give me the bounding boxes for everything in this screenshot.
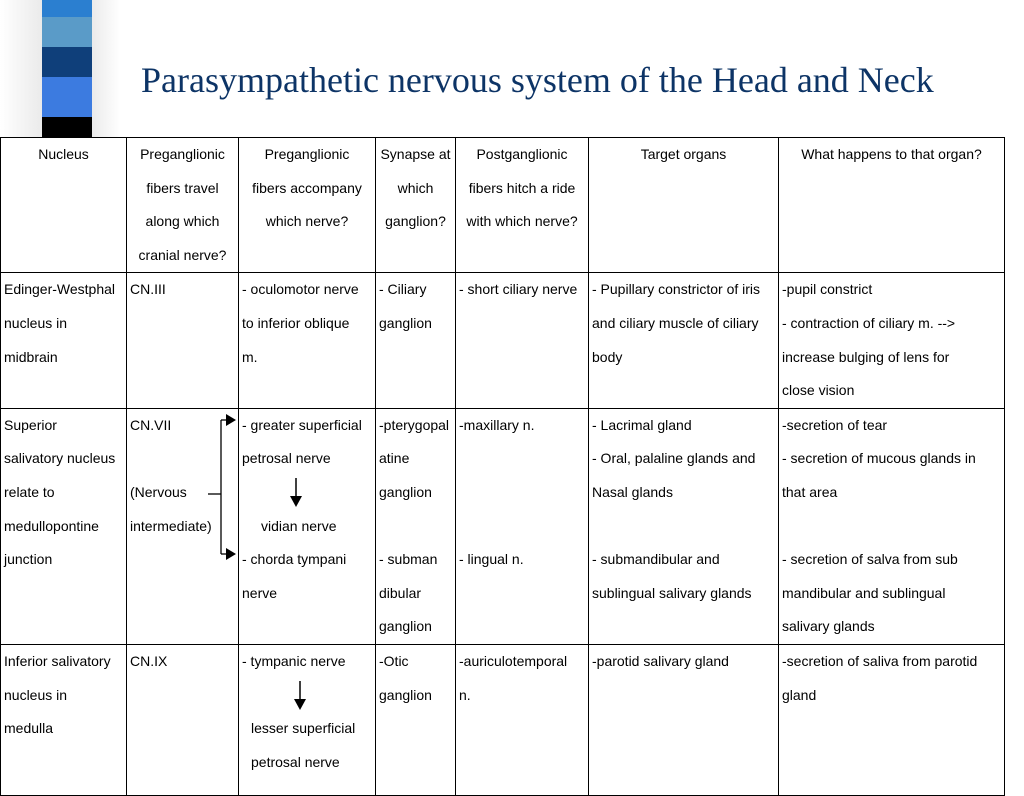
cell-line: atine [379, 450, 410, 467]
cell-line: lesser superficial [251, 720, 356, 737]
cell-postganglionic [456, 644, 589, 795]
cell-line: body [592, 348, 623, 365]
header-line: which [397, 179, 434, 196]
header-line: which nerve? [265, 213, 349, 230]
cell-line: CN.IX [130, 652, 168, 669]
spacer [379, 510, 453, 544]
spacer [459, 442, 586, 476]
cell-line: petrosal nerve [242, 450, 331, 467]
cell-line: nucleus in [4, 314, 68, 331]
header-line: fibers hitch a ride [468, 179, 576, 196]
header-postganglionic [456, 138, 589, 273]
header-accompany-nerve [239, 138, 376, 273]
header-line: cranial nerve? [138, 246, 227, 263]
cell-line: - Lacrimal gland [592, 416, 692, 433]
down-arrow-icon [242, 679, 373, 713]
cell-target-organs [589, 644, 779, 795]
cell-line: Inferior salivatory [4, 652, 111, 669]
header-nucleus [1, 138, 127, 273]
header-synapse [376, 138, 456, 273]
cell-line: n. [459, 686, 471, 703]
header-line: Target organs [640, 146, 727, 162]
cell-line: ganglion [379, 618, 432, 635]
cell-cranial-nerve [127, 273, 239, 408]
cell-line: - secretion of mucous glands in [782, 450, 976, 467]
cell-line: mandibular and sublingual [782, 584, 946, 601]
cell-target-organs [589, 273, 779, 408]
cell-line: increase bulging of lens for [782, 348, 950, 365]
cell-synapse [376, 644, 456, 795]
cell-line: Nasal glands [592, 483, 673, 500]
cell-line: salivatory nucleus [4, 450, 116, 467]
cell-line: - chorda tympani [242, 551, 347, 568]
cell-line: and ciliary muscle of ciliary [592, 314, 759, 331]
cell-cranial-nerve [127, 644, 239, 795]
cell-line: medulla [4, 720, 54, 737]
cell-line: (Nervous [130, 483, 187, 500]
cell-line: CN.III [130, 281, 166, 298]
cell-line: - contraction of ciliary m. --> [782, 314, 956, 331]
cell-line: to inferior oblique [242, 314, 350, 331]
cell-effect [779, 644, 1005, 795]
cell-line: ganglion [379, 686, 432, 703]
cell-line: ganglion [379, 483, 432, 500]
cell-line: -auriculotemporal [459, 652, 568, 669]
header-line: Postganglionic [476, 146, 568, 162]
table-row [1, 273, 1005, 408]
cell-line: - Ciliary [379, 281, 427, 298]
parasympathetic-table [0, 137, 1005, 796]
table-header-row [1, 138, 1005, 273]
cell-line: - tympanic nerve [242, 652, 346, 669]
header-line: fibers travel [146, 179, 219, 196]
table-row [1, 408, 1005, 644]
cell-accompany-nerve [239, 408, 376, 644]
header-line: ganglion? [385, 213, 446, 230]
cell-line: - greater superficial [242, 416, 362, 433]
spacer [459, 510, 586, 544]
cell-postganglionic [456, 273, 589, 408]
cell-line: - Pupillary constrictor of iris [592, 281, 761, 298]
cell-accompany-nerve [239, 273, 376, 408]
spacer [592, 510, 776, 544]
header-line: Preganglionic [140, 146, 225, 162]
slide-decoration [0, 0, 120, 137]
cell-synapse [376, 408, 456, 644]
cell-line: nerve [242, 584, 278, 601]
cell-line: medullopontine [4, 517, 99, 534]
header-line: along which [145, 213, 220, 230]
cell-line: m. [242, 348, 258, 365]
cell-line: Superior [4, 416, 57, 433]
spacer [782, 510, 1002, 544]
cell-line: -secretion of saliva from parotid [782, 652, 978, 669]
cell-line: - submandibular and [592, 551, 720, 568]
cell-line: sublingual salivary glands [592, 584, 752, 601]
cell-line: - oculomotor nerve [242, 281, 359, 298]
cell-line: nucleus in [4, 686, 68, 703]
cell-line: - short ciliary nerve [459, 281, 578, 298]
cell-line: - lingual n. [459, 551, 524, 568]
header-cranial-nerve [127, 138, 239, 273]
cell-synapse [376, 273, 456, 408]
header-line: What happens to that organ? [801, 146, 982, 162]
cell-line: -parotid salivary gland [592, 652, 729, 669]
cell-line: intermediate) [130, 517, 212, 534]
cell-line: petrosal nerve [251, 753, 340, 770]
cell-line: -maxillary n. [459, 416, 535, 433]
cell-line: - secretion of salva from sub [782, 551, 958, 568]
header-line: Preganglionic [264, 146, 350, 162]
cell-line: close vision [782, 382, 855, 399]
cell-nucleus [1, 644, 127, 795]
cell-line: -pterygopal [379, 416, 450, 433]
cell-nucleus [1, 273, 127, 408]
cell-line: midbrain [4, 348, 58, 365]
cell-target-organs [589, 408, 779, 644]
decorative-stripes [0, 0, 120, 137]
header-target-organs [589, 138, 779, 273]
cell-effect [779, 273, 1005, 408]
cell-line: junction [4, 551, 53, 568]
spacer [130, 442, 236, 476]
cell-line: vidian nerve [261, 517, 337, 534]
cell-line: - subman [379, 551, 438, 568]
header-line: fibers accompany [252, 179, 362, 196]
cell-line: -secretion of tear [782, 416, 888, 433]
down-arrow-icon [242, 476, 373, 510]
cell-line: -pupil constrict [782, 281, 873, 298]
cell-line: gland [782, 686, 817, 703]
cell-line: salivary glands [782, 618, 875, 635]
header-line: with which nerve? [466, 213, 578, 230]
header-line: Nucleus [38, 146, 89, 162]
table-row [1, 644, 1005, 795]
cell-cranial-nerve [127, 408, 239, 644]
cell-accompany-nerve [239, 644, 376, 795]
spacer [459, 476, 586, 510]
page-title: Parasympathetic nervous system of the Head and Neck [141, 60, 934, 100]
cell-line: dibular [379, 584, 422, 601]
cell-line: CN.VII [130, 416, 172, 433]
cell-line: relate to [4, 483, 55, 500]
header-line: Synapse at [380, 146, 451, 162]
cell-line: -Otic [379, 652, 409, 669]
cell-nucleus [1, 408, 127, 644]
cell-line: - Oral, palaline glands and [592, 450, 756, 467]
cell-effect [779, 408, 1005, 644]
cell-line: that area [782, 483, 838, 500]
header-effect [779, 138, 1005, 273]
cell-postganglionic [456, 408, 589, 644]
cell-line: ganglion [379, 314, 432, 331]
cell-line: Edinger-Westphal [4, 281, 116, 298]
